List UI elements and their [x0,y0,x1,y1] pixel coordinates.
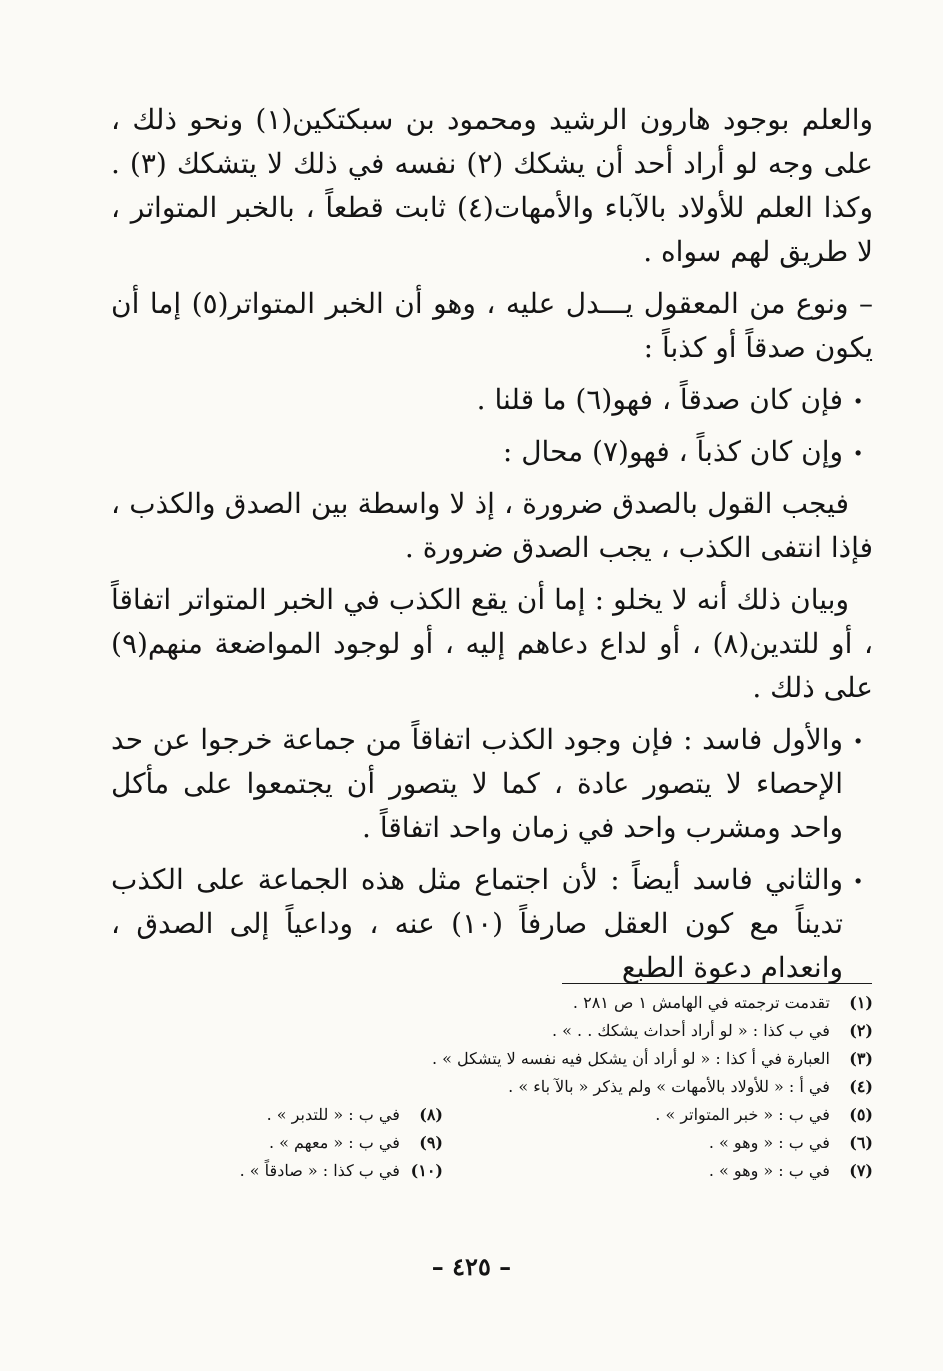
footnote-number: (٧) [849,1161,873,1180]
footnotes-column-right [431,990,873,1186]
footnote-number: (٤) [849,1077,873,1096]
footnote-8 [113,1102,443,1127]
footnote-divider [562,983,872,984]
footnote-text: في ب : « معهم » . [268,1133,400,1152]
footnote-number: (٩) [419,1133,443,1152]
footnote-number: (٨) [419,1105,443,1124]
footnote-text: في أ : « للأولاد بالأمهات » ولم يذكر « بالآ باء » . [508,1077,830,1096]
paragraph-7: . والأول فاسد : فإن وجود الكذب اتفاقاً من جماعة خرجوا عن حد الإحصاء لا يتصور عادة ، كما لا يتصور أن يجتمعوا على مأكل واحد ومشرب واحد في زمان واحد اتفاقاً . [111,718,873,850]
footnote-4 [443,1074,873,1099]
footnote-2 [443,1018,873,1043]
paragraph-3: . فإن كان صدقاً ، فهو(٦) ما قلنا . [111,378,873,422]
footnote-number: (٥) [849,1105,873,1124]
page-number: – ٤٢٥ – [431,1252,512,1281]
paragraph-8: . والثاني فاسد أيضاً : لأن اجتماع مثل هذه الجماعة على الكذب تديناً مع كون العقل صارفاً (١٠) عنه ، وداعياً إلى الصدق ، وانعدام دعوة الطبع [111,858,873,990]
footnote-10 [113,1158,443,1183]
footnote-number: (٢) [849,1021,873,1040]
footnote-text: في ب كذا : « صادقاً » . [239,1161,400,1180]
footnote-number: (٦) [849,1133,873,1152]
paragraph-2: – ونوع من المعقول يـــدل عليه ، وهو أن الخبر المتواتر(٥) إما أن يكون صدقاً أو كذباً : [111,287,874,364]
footnote-9 [113,1130,443,1155]
footnote-6 [443,1130,873,1155]
footnote-number: (٣) [849,1049,873,1068]
footnote-text: في ب : « للتدبر » . [266,1105,400,1124]
footnote-text: في ب : « خبر المتواتر » . [655,1105,830,1124]
footnote-text: في ب : « وهو » . [708,1133,830,1152]
footnote-text: في ب كذا : « لو أراد أحداث يشكك . . » . [551,1021,830,1040]
paragraph-6: وبيان ذلك أنه لا يخلو : إما أن يقع الكذب في الخبر المتواتر اتفاقاً ، أو للتدين(٨) ، أو لداع دعاهم إليه ، أو لوجود المواضعة منهم(٩) على ذلك . [111,583,873,704]
main-text [111,98,873,998]
footnote-text: تقدمت ترجمته في الهامش ١ ص ٢٨١ . [572,993,830,1012]
footnotes-columns [113,990,873,1186]
paragraph-4: . وإن كان كذباً ، فهو(٧) محال : [111,430,873,474]
footnote-5 [443,1102,873,1127]
paragraph-5: فيجب القول بالصدق ضرورة ، إذ لا واسطة بين الصدق والكذب ، فإذا انتفى الكذب ، يجب الصدق ضرورة . [111,487,873,564]
footnote-1 [443,990,873,1015]
footnote-number: (١) [849,993,873,1012]
paragraph-1: والعلم بوجود هارون الرشيد ومحمود بن سبكتكين(١) ونحو ذلك ، على وجه لو أراد أحد أن يشكك (٢) نفسه في ذلك لا يتشكك (٣) . وكذا العلم للأولاد بالآباء والأمهات(٤) ثابت قطعاً ، بالخبر المتواتر ، لا طريق لهم سواه . [111,103,874,268]
footnote-column-spacer [113,990,443,1102]
footnotes-column-left [113,990,443,1186]
footnotes-section [113,990,873,1186]
footnote-3 [431,1046,873,1071]
footnote-text: العبارة في أ كذا : « لو أراد أن يشكل فيه نفسه لا يتشكل » . [431,1049,830,1068]
footnote-text: في ب : « وهو » . [708,1161,830,1180]
footnote-7 [443,1158,873,1183]
footnote-number: (١٠) [410,1161,443,1180]
